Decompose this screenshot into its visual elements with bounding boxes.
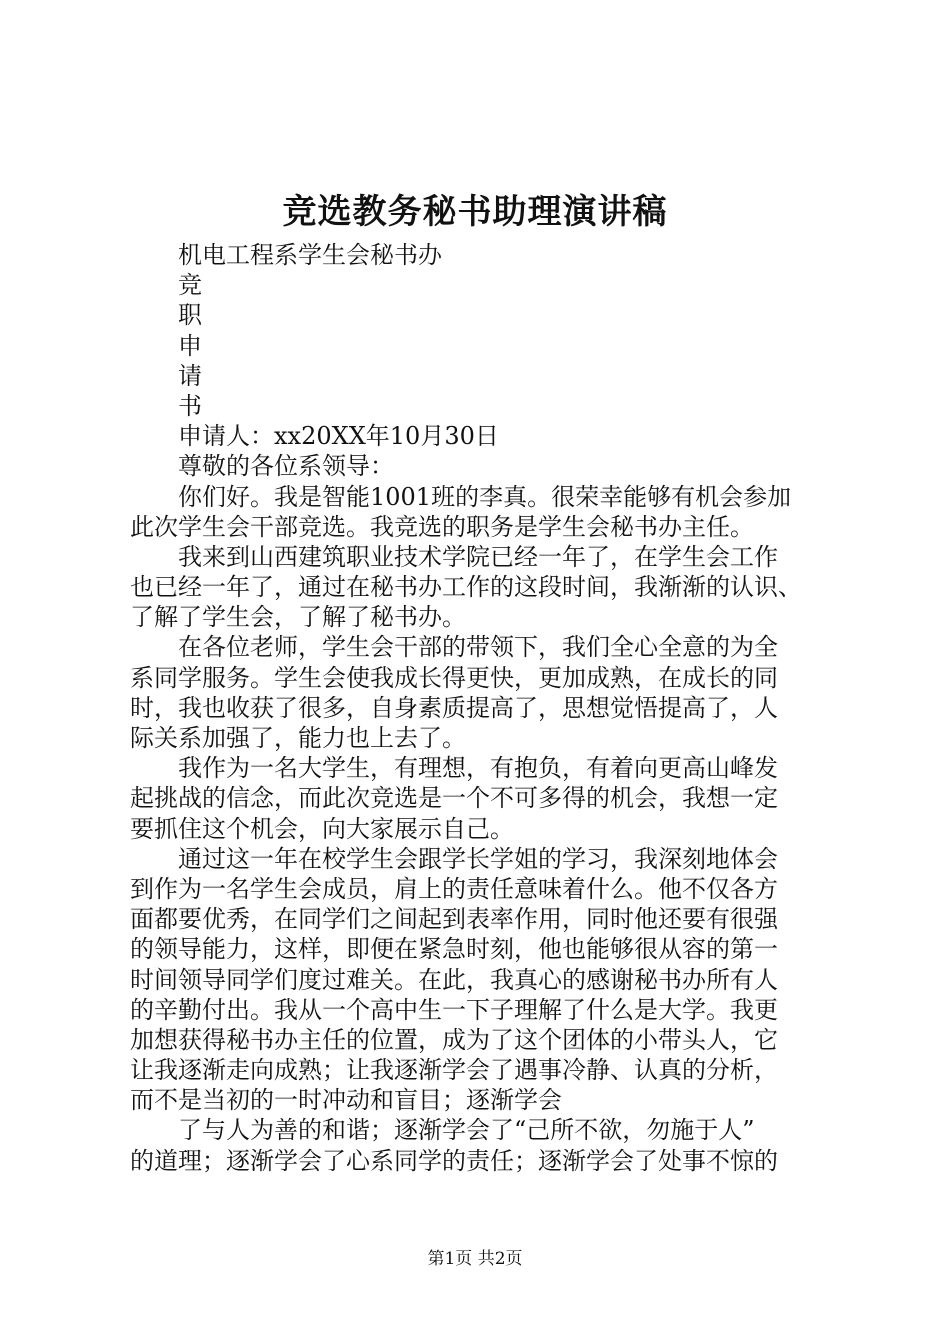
header-line: 职 bbox=[178, 301, 202, 330]
paragraph bbox=[130, 844, 835, 1116]
paragraph-line: 际关系加强了，能力也上去了。 bbox=[130, 724, 466, 752]
paragraph bbox=[130, 1115, 835, 1175]
salutation: 尊敬的各位系领导： bbox=[178, 452, 394, 481]
paragraph-line: 了与人为善的和谐；逐渐学会了“己所不欲，勿施于人” bbox=[178, 1116, 755, 1145]
paragraph bbox=[130, 542, 835, 633]
paragraph-line: 到作为一名学生会成员，肩上的责任意味着什么。他不仅各方 bbox=[130, 874, 778, 903]
paragraph-line: 你们好。我是智能1001班的李真。很荣幸能够有机会参加 bbox=[178, 482, 792, 511]
paragraph-line: 在各位老师，学生会干部的带领下，我们全心全意的为全 bbox=[178, 633, 778, 662]
paragraph-line: 了解了学生会，了解了秘书办。 bbox=[130, 603, 466, 632]
paragraph-line: 时间领导同学们度过难关。在此，我真心的感谢秘书办所有人 bbox=[130, 965, 778, 994]
header-line: 竞 bbox=[178, 271, 202, 300]
paragraph-line: 起挑战的信念，而此次竞选是一个不可多得的机会，我想一定 bbox=[130, 784, 778, 813]
paragraph-line: 加想获得秘书办主任的位置，成为了这个团体的小带头人，它 bbox=[130, 1025, 778, 1054]
paragraph-line: 我来到山西建筑职业技术学院已经一年了，在学生会工作 bbox=[178, 542, 778, 571]
paragraph bbox=[130, 753, 835, 844]
paragraph-line: 此次学生会干部竞选。我竞选的职务是学生会秘书办主任。 bbox=[130, 512, 754, 541]
header-line: 机电工程系学生会秘书办 bbox=[178, 241, 442, 269]
paragraph-line: 时，我也收获了很多，自身素质提高了，思想觉悟提高了，人 bbox=[130, 693, 778, 722]
paragraph-line: 我作为一名大学生，有理想，有抱负，有着向更高山峰发 bbox=[178, 754, 778, 783]
paragraph bbox=[130, 482, 835, 542]
paragraph-line: 面都要优秀，在同学们之间起到表率作用，同时他还要有很强 bbox=[130, 905, 778, 934]
document-body bbox=[130, 240, 835, 1176]
paragraph-line: 要抓住这个机会，向大家展示自己。 bbox=[130, 814, 514, 843]
page-footer: 第1页 共2页 bbox=[427, 1249, 523, 1269]
document-title: 竞选教务秘书助理演讲稿 bbox=[282, 192, 668, 232]
paragraph-line: 而不是当初的一时冲动和盲目；逐渐学会 bbox=[130, 1086, 562, 1115]
paragraph-line: 也已经一年了，通过在秘书办工作的这段时间，我渐渐的认识、 bbox=[130, 573, 802, 602]
header-line: 书 bbox=[178, 391, 202, 420]
paragraph-line: 通过这一年在校学生会跟学长学姐的学习，我深刻地体会 bbox=[178, 844, 778, 873]
applicant-date-line: 申请人：xx20XX年10月30日 bbox=[178, 422, 499, 451]
paragraph-line: 系同学服务。学生会使我成长得更快，更加成熟，在成长的同 bbox=[130, 663, 778, 692]
paragraph bbox=[130, 632, 835, 753]
header-line: 申 bbox=[178, 331, 202, 360]
paragraph-line: 让我逐渐走向成熟；让我逐渐学会了遇事冷静、认真的分析， bbox=[130, 1056, 778, 1085]
paragraph-line: 的领导能力，这样，即便在紧急时刻，他也能够很从容的第一 bbox=[130, 935, 778, 964]
paragraph-line: 的道理；逐渐学会了心系同学的责任；逐渐学会了处事不惊的 bbox=[130, 1146, 778, 1175]
header-line: 请 bbox=[178, 361, 202, 390]
paragraph-line: 的辛勤付出。我从一个高中生一下子理解了什么是大学。我更 bbox=[130, 995, 778, 1024]
